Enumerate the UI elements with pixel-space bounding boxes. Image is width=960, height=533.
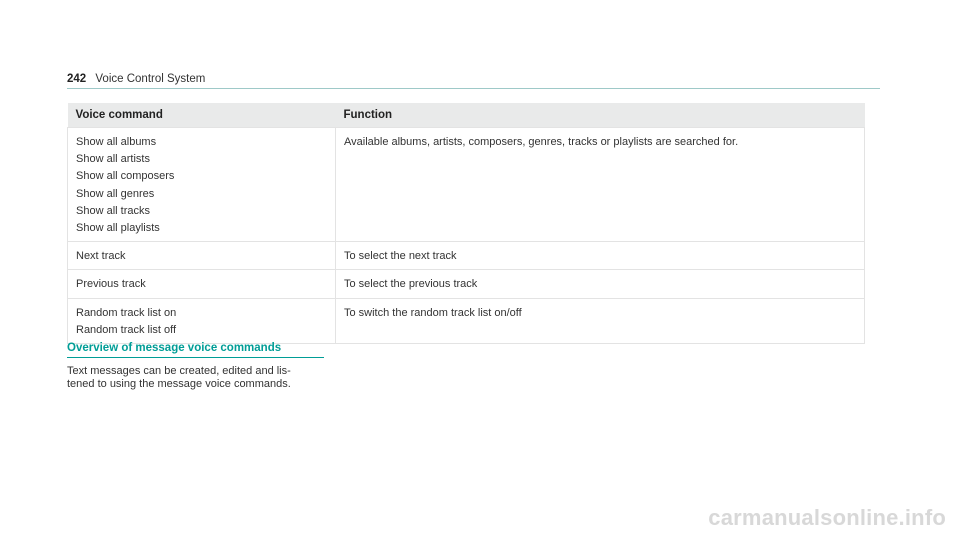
site-watermark: carmanualsonline.info: [708, 505, 946, 530]
command-text: Show all composers: [76, 170, 175, 183]
paragraph-line: Text messages can be created, edited and lis-: [67, 365, 291, 377]
command-text: Random track list off: [76, 323, 177, 336]
command-text: Show all genres: [76, 187, 155, 200]
command-text: Next track: [76, 250, 126, 263]
command-text: Show all artists: [76, 153, 150, 166]
paragraph-line: tened to using the message voice commands.: [67, 377, 291, 390]
command-text: Random track list on: [76, 306, 177, 319]
function-cell: To switch the random track list on/off: [336, 298, 865, 343]
column-header-voice-command: Voice command: [68, 103, 336, 128]
section-heading: Overview of message voice commands: [67, 341, 324, 358]
column-header-function: Function: [336, 103, 865, 128]
command-text: Previous track: [76, 278, 146, 291]
table-row: [68, 128, 865, 242]
command-cell: [68, 128, 336, 242]
page-header: [67, 72, 880, 89]
command-cell: [68, 242, 336, 270]
function-cell: To select the previous track: [336, 270, 865, 298]
function-cell: To select the next track: [336, 242, 865, 270]
section-paragraph: [67, 365, 337, 390]
table-row: [68, 270, 865, 298]
command-cell: [68, 270, 336, 298]
table-header-row: [68, 103, 865, 128]
table-row: [68, 242, 865, 270]
command-text: Show all playlists: [76, 222, 160, 235]
page-number: 242: [67, 73, 87, 85]
voice-command-table: [67, 103, 865, 344]
command-text: Show all tracks: [76, 204, 150, 217]
chapter-title: Voice Control System: [95, 73, 206, 85]
table-row: [68, 298, 865, 343]
command-cell: [68, 298, 336, 343]
command-text: Show all albums: [76, 136, 157, 148]
function-cell: Available albums, artists, composers, genres, tracks or playlists are searched for.: [336, 128, 865, 242]
